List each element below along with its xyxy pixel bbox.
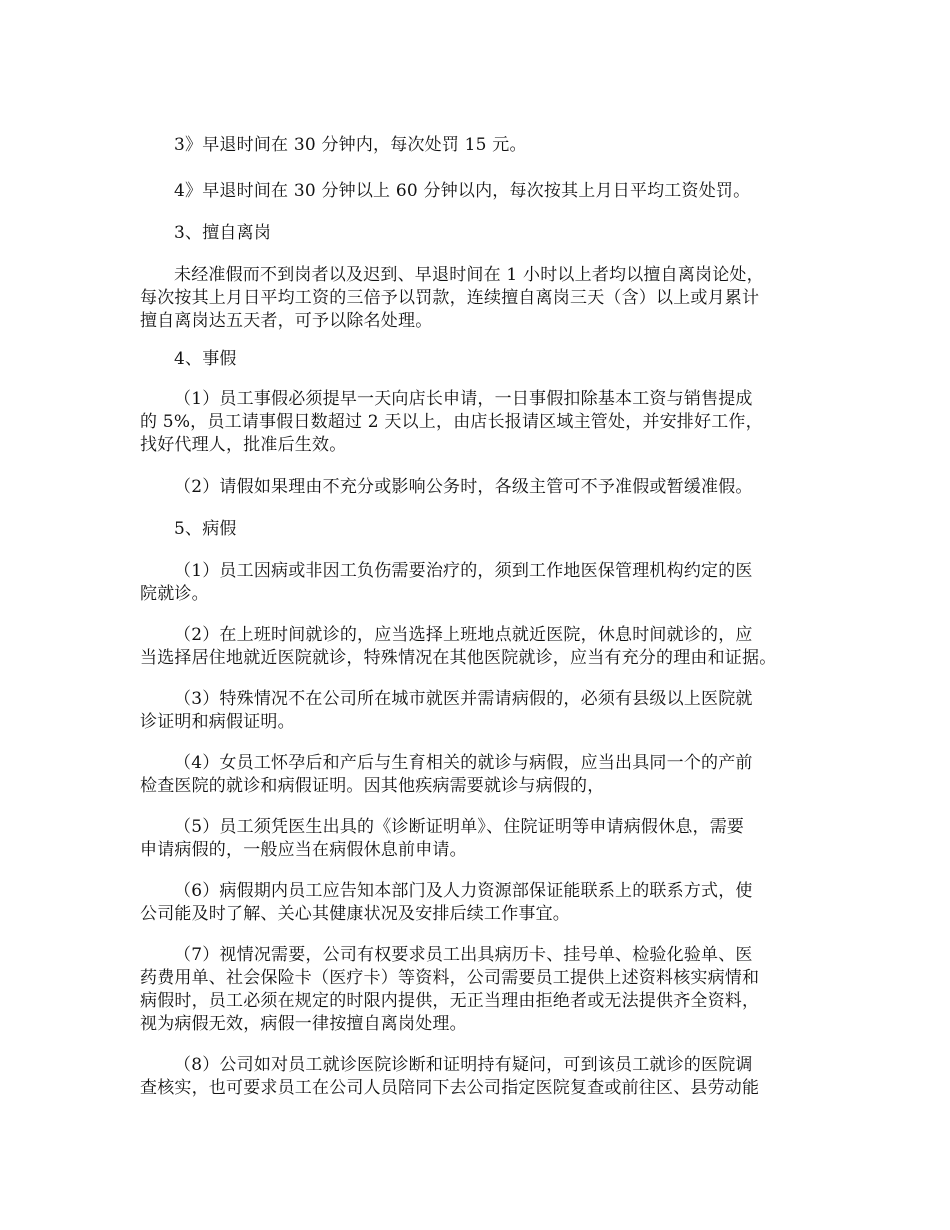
paragraph-early-leave-rule-4 [140,180,810,203]
text-line: （8）公司如对员工就诊医院诊断和证明持有疑问，可到该员工就诊的医院调 [174,1055,753,1075]
text-line: 药费用单、社会保险卡（医疗卡）等资料，公司需要员工提供上述资料核实病情和 [140,968,760,988]
section-heading-unauthorized-absence [140,222,810,245]
text-line: 公司能及时了解、关心其健康状况及安排后续工作事宜。 [140,904,570,924]
heading-text: 5、病假 [174,519,237,539]
text-line: 找好代理人，批准后生效。 [140,435,347,455]
paragraph-sick-leave-2 [140,624,810,670]
text-line: （4）女员工怀孕后和产后与生育相关的就诊与病假，应当出具同一个的产前 [174,753,753,773]
text-line: （1）员工因病或非因工负伤需要治疗的，须到工作地医保管理机构约定的医 [174,561,753,581]
paragraph-early-leave-rule-3 [140,134,810,157]
text-line: 未经准假而不到岗者以及迟到、早退时间在 1 小时以上者均以擅自离岗论处， [174,265,764,285]
text-line: 的 5%，员工请事假日数超过 2 天以上，由店长报请区域主管处，并安排好工作， [140,412,763,432]
text-line: 院就诊。 [140,584,209,604]
text-line: 擅自离岗达五天者，可予以除名处理。 [140,311,433,331]
paragraph-unauthorized-absence [140,264,810,333]
text-line: （5）员工须凭医生出具的《诊断证明单》、住院证明等申请病假休息，需要 [174,817,745,837]
text-line: 查核实，也可要求员工在公司人员陪同下去公司指定医院复查或前往区、县劳动能 [140,1078,760,1098]
text-line: 诊证明和病假证明。 [140,712,295,732]
text-line: 每次按其上月日平均工资的三倍予以罚款，连续擅自离岗三天（含）以上或月累计 [140,288,760,308]
heading-text: 3、擅自离岗 [174,223,272,243]
paragraph-personal-leave-2 [140,476,810,499]
text-line: （7）视情况需要，公司有权要求员工出具病历卡、挂号单、检验化验单、医 [174,945,753,965]
paragraph-sick-leave-4 [140,752,810,798]
text-line: （2）在上班时间就诊的，应当选择上班地点就近医院，休息时间就诊的，应 [174,625,753,645]
text-line: 当选择居住地就近医院就诊，特殊情况在其他医院就诊，应当有充分的理由和证据。 [140,648,777,668]
text-line: 病假时，员工必须在规定的时限内提供，无正当理由拒绝者或无法提供齐全资料， [140,991,760,1011]
text-line: 4》早退时间在 30 分钟以上 60 分钟以内，每次按其上月日平均工资处罚。 [174,181,751,201]
paragraph-sick-leave-7 [140,944,810,1036]
section-heading-sick-leave [140,518,810,541]
text-line: 3》早退时间在 30 分钟内，每次处罚 15 元。 [174,135,527,155]
text-line: 视为病假无效，病假一律按擅自离岗处理。 [140,1014,467,1034]
paragraph-sick-leave-8 [140,1054,810,1100]
paragraph-sick-leave-6 [140,880,810,926]
paragraph-sick-leave-1 [140,560,810,606]
text-line: （2）请假如果理由不充分或影响公务时，各级主管可不予准假或暂缓准假。 [174,477,753,497]
heading-text: 4、事假 [174,349,237,369]
text-line: （6）病假期内员工应告知本部门及人力资源部保证能联系上的联系方式，使 [174,881,753,901]
paragraph-sick-leave-5 [140,816,810,862]
text-line: （1）员工事假必须提早一天向店长申请，一日事假扣除基本工资与销售提成 [174,389,753,409]
paragraph-sick-leave-3 [140,688,810,734]
paragraph-personal-leave-1 [140,388,810,457]
text-line: 检查医院的就诊和病假证明。因其他疾病需要就诊与病假的， [140,776,605,796]
text-line: 申请病假的，一般应当在病假休息前申请。 [140,840,467,860]
section-heading-personal-leave [140,348,810,371]
text-line: （3）特殊情况不在公司所在城市就医并需请病假的，必须有县级以上医院就 [174,689,753,709]
